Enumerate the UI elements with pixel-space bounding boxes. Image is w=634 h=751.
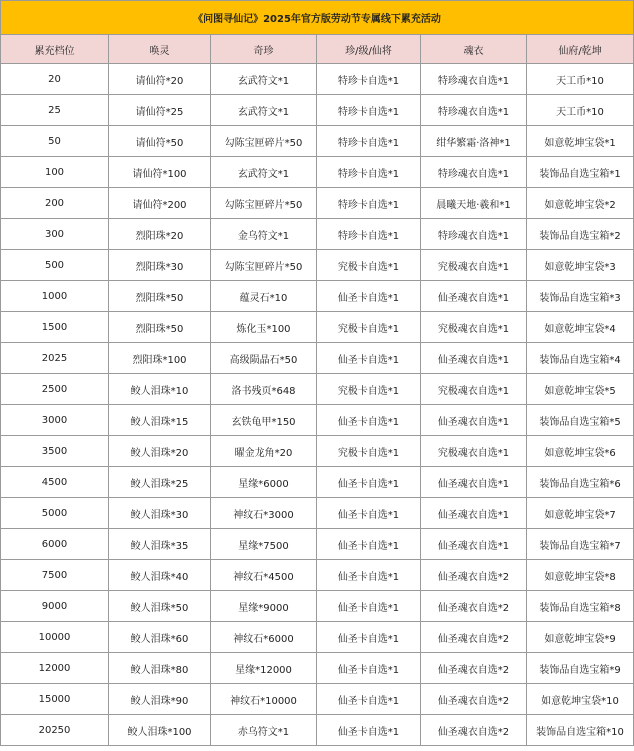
- cell-summon: 烈阳珠*30: [109, 250, 211, 281]
- cell-summon: 烈阳珠*20: [109, 219, 211, 250]
- cell-tier: 200: [1, 188, 109, 219]
- table-row: [1, 157, 634, 188]
- cell-mansion: 如意乾坤宝袋*4: [527, 312, 634, 343]
- col-header-outfit: 魂衣: [421, 35, 527, 64]
- table-row: [1, 684, 634, 715]
- cell-summon: 鲛人泪珠*60: [109, 622, 211, 653]
- cell-treasure: 玄武符文*1: [211, 95, 317, 126]
- cell-tier: 7500: [1, 560, 109, 591]
- table-row: [1, 715, 634, 746]
- title-row: [1, 1, 634, 35]
- cell-card: 究极卡自选*1: [317, 312, 421, 343]
- table-row: [1, 374, 634, 405]
- header-row: [1, 35, 634, 64]
- cell-tier: 25: [1, 95, 109, 126]
- sheet-title: 《问图寻仙记》2025年官方版劳动节专属线下累充活动: [1, 1, 634, 35]
- cell-tier: 6000: [1, 529, 109, 560]
- cell-card: 仙圣卡自选*1: [317, 498, 421, 529]
- cell-outfit: 仙圣魂衣自选*1: [421, 467, 527, 498]
- cell-card: 特珍卡自选*1: [317, 95, 421, 126]
- cell-treasure: 蕴灵石*10: [211, 281, 317, 312]
- cell-outfit: 仙圣魂衣自选*2: [421, 653, 527, 684]
- cell-mansion: 如意乾坤宝袋*1: [527, 126, 634, 157]
- cell-tier: 20250: [1, 715, 109, 746]
- cell-treasure: 勾陈宝匣碎片*50: [211, 188, 317, 219]
- cell-mansion: 如意乾坤宝袋*9: [527, 622, 634, 653]
- cell-summon: 鲛人泪珠*90: [109, 684, 211, 715]
- cell-outfit: 仙圣魂衣自选*2: [421, 715, 527, 746]
- cell-summon: 请仙符*20: [109, 64, 211, 95]
- cell-tier: 4500: [1, 467, 109, 498]
- cell-summon: 鲛人泪珠*30: [109, 498, 211, 529]
- cell-tier: 2500: [1, 374, 109, 405]
- cell-treasure: 神纹石*10000: [211, 684, 317, 715]
- cell-card: 仙圣卡自选*1: [317, 343, 421, 374]
- cell-summon: 鲛人泪珠*50: [109, 591, 211, 622]
- table-row: [1, 622, 634, 653]
- cell-tier: 3000: [1, 405, 109, 436]
- cell-tier: 50: [1, 126, 109, 157]
- table-row: [1, 126, 634, 157]
- cell-outfit: 仙圣魂衣自选*1: [421, 343, 527, 374]
- table-row: [1, 343, 634, 374]
- cell-card: 究极卡自选*1: [317, 374, 421, 405]
- cell-tier: 12000: [1, 653, 109, 684]
- cell-tier: 500: [1, 250, 109, 281]
- cell-outfit: 绀华繁霜·洛神*1: [421, 126, 527, 157]
- cell-summon: 鲛人泪珠*25: [109, 467, 211, 498]
- cell-mansion: 装饰品自选宝箱*9: [527, 653, 634, 684]
- cell-treasure: 神纹石*6000: [211, 622, 317, 653]
- cell-outfit: 仙圣魂衣自选*1: [421, 281, 527, 312]
- cell-mansion: 如意乾坤宝袋*3: [527, 250, 634, 281]
- table-row: [1, 95, 634, 126]
- cell-summon: 鲛人泪珠*35: [109, 529, 211, 560]
- cell-tier: 300: [1, 219, 109, 250]
- cell-treasure: 赤乌符文*1: [211, 715, 317, 746]
- cell-tier: 5000: [1, 498, 109, 529]
- cell-outfit: 晨曦天地·羲和*1: [421, 188, 527, 219]
- cell-treasure: 玄武符文*1: [211, 64, 317, 95]
- cell-tier: 100: [1, 157, 109, 188]
- cell-outfit: 究极魂衣自选*1: [421, 374, 527, 405]
- cell-mansion: 装饰品自选宝箱*10: [527, 715, 634, 746]
- cell-mansion: 装饰品自选宝箱*3: [527, 281, 634, 312]
- cell-treasure: 曜金龙角*20: [211, 436, 317, 467]
- cell-treasure: 星缘*7500: [211, 529, 317, 560]
- cell-card: 特珍卡自选*1: [317, 64, 421, 95]
- cell-treasure: 洛书残页*648: [211, 374, 317, 405]
- cell-card: 究极卡自选*1: [317, 436, 421, 467]
- cell-mansion: 装饰品自选宝箱*6: [527, 467, 634, 498]
- cell-tier: 20: [1, 64, 109, 95]
- cell-outfit: 究极魂衣自选*1: [421, 312, 527, 343]
- cell-outfit: 仙圣魂衣自选*1: [421, 529, 527, 560]
- col-header-mansion: 仙府/乾坤: [527, 35, 634, 64]
- cell-summon: 请仙符*50: [109, 126, 211, 157]
- cell-treasure: 勾陈宝匣碎片*50: [211, 250, 317, 281]
- cell-treasure: 炼化玉*100: [211, 312, 317, 343]
- table-row: [1, 529, 634, 560]
- table-row: [1, 312, 634, 343]
- cell-treasure: 神纹石*3000: [211, 498, 317, 529]
- cell-outfit: 仙圣魂衣自选*1: [421, 498, 527, 529]
- cell-mansion: 装饰品自选宝箱*8: [527, 591, 634, 622]
- cell-mansion: 装饰品自选宝箱*7: [527, 529, 634, 560]
- cell-card: 特珍卡自选*1: [317, 157, 421, 188]
- cell-tier: 1000: [1, 281, 109, 312]
- cell-tier: 1500: [1, 312, 109, 343]
- cell-card: 仙圣卡自选*1: [317, 529, 421, 560]
- cell-outfit: 仙圣魂衣自选*2: [421, 622, 527, 653]
- cell-treasure: 勾陈宝匣碎片*50: [211, 126, 317, 157]
- cell-outfit: 特珍魂衣自选*1: [421, 219, 527, 250]
- cell-summon: 鲛人泪珠*40: [109, 560, 211, 591]
- col-header-summon: 唤灵: [109, 35, 211, 64]
- cell-mansion: 如意乾坤宝袋*6: [527, 436, 634, 467]
- cell-card: 特珍卡自选*1: [317, 126, 421, 157]
- cell-mansion: 如意乾坤宝袋*5: [527, 374, 634, 405]
- table-row: [1, 250, 634, 281]
- table-row: [1, 436, 634, 467]
- cell-card: 仙圣卡自选*1: [317, 591, 421, 622]
- col-header-treasure: 奇珍: [211, 35, 317, 64]
- cell-treasure: 神纹石*4500: [211, 560, 317, 591]
- cell-outfit: 仙圣魂衣自选*2: [421, 560, 527, 591]
- table-row: [1, 405, 634, 436]
- col-header-card: 珍/级/仙将: [317, 35, 421, 64]
- cell-mansion: 装饰品自选宝箱*1: [527, 157, 634, 188]
- cell-summon: 请仙符*25: [109, 95, 211, 126]
- cell-mansion: 如意乾坤宝袋*2: [527, 188, 634, 219]
- cell-summon: 鲛人泪珠*80: [109, 653, 211, 684]
- cell-card: 仙圣卡自选*1: [317, 467, 421, 498]
- cell-treasure: 星缘*12000: [211, 653, 317, 684]
- cell-outfit: 特珍魂衣自选*1: [421, 64, 527, 95]
- col-header-tier: 累充档位: [1, 35, 109, 64]
- table-row: [1, 188, 634, 219]
- cell-treasure: 玄铁龟甲*150: [211, 405, 317, 436]
- cell-tier: 2025: [1, 343, 109, 374]
- cell-mansion: 天工币*10: [527, 64, 634, 95]
- cell-tier: 15000: [1, 684, 109, 715]
- cell-card: 仙圣卡自选*1: [317, 405, 421, 436]
- cell-treasure: 星缘*6000: [211, 467, 317, 498]
- cell-card: 仙圣卡自选*1: [317, 684, 421, 715]
- cell-card: 仙圣卡自选*1: [317, 653, 421, 684]
- cell-card: 仙圣卡自选*1: [317, 281, 421, 312]
- cell-outfit: 仙圣魂衣自选*1: [421, 405, 527, 436]
- table-row: [1, 591, 634, 622]
- cell-summon: 烈阳珠*50: [109, 312, 211, 343]
- cell-summon: 请仙符*200: [109, 188, 211, 219]
- cell-outfit: 特珍魂衣自选*1: [421, 95, 527, 126]
- table-row: [1, 653, 634, 684]
- cell-outfit: 特珍魂衣自选*1: [421, 157, 527, 188]
- cell-outfit: 仙圣魂衣自选*2: [421, 591, 527, 622]
- cell-treasure: 高级陨晶石*50: [211, 343, 317, 374]
- table-row: [1, 219, 634, 250]
- cell-treasure: 玄武符文*1: [211, 157, 317, 188]
- table-row: [1, 560, 634, 591]
- cell-tier: 3500: [1, 436, 109, 467]
- cell-mansion: 天工币*10: [527, 95, 634, 126]
- cell-card: 仙圣卡自选*1: [317, 715, 421, 746]
- cell-mansion: 如意乾坤宝袋*10: [527, 684, 634, 715]
- cell-summon: 鲛人泪珠*15: [109, 405, 211, 436]
- cell-card: 究极卡自选*1: [317, 250, 421, 281]
- cell-outfit: 究极魂衣自选*1: [421, 436, 527, 467]
- cell-card: 仙圣卡自选*1: [317, 622, 421, 653]
- table-row: [1, 64, 634, 95]
- cell-summon: 鲛人泪珠*10: [109, 374, 211, 405]
- cell-summon: 烈阳珠*100: [109, 343, 211, 374]
- cell-tier: 9000: [1, 591, 109, 622]
- cell-tier: 10000: [1, 622, 109, 653]
- cell-summon: 鲛人泪珠*100: [109, 715, 211, 746]
- cell-card: 特珍卡自选*1: [317, 188, 421, 219]
- cell-treasure: 金乌符文*1: [211, 219, 317, 250]
- cell-outfit: 仙圣魂衣自选*2: [421, 684, 527, 715]
- cell-treasure: 星缘*9000: [211, 591, 317, 622]
- cell-mansion: 装饰品自选宝箱*4: [527, 343, 634, 374]
- table-row: [1, 498, 634, 529]
- cell-summon: 鲛人泪珠*20: [109, 436, 211, 467]
- cell-card: 仙圣卡自选*1: [317, 560, 421, 591]
- cell-mansion: 如意乾坤宝袋*8: [527, 560, 634, 591]
- cell-mansion: 装饰品自选宝箱*2: [527, 219, 634, 250]
- cell-summon: 烈阳珠*50: [109, 281, 211, 312]
- cell-card: 特珍卡自选*1: [317, 219, 421, 250]
- cell-mansion: 装饰品自选宝箱*5: [527, 405, 634, 436]
- cell-outfit: 究极魂衣自选*1: [421, 250, 527, 281]
- table-row: [1, 281, 634, 312]
- table-row: [1, 467, 634, 498]
- cell-mansion: 如意乾坤宝袋*7: [527, 498, 634, 529]
- cell-summon: 请仙符*100: [109, 157, 211, 188]
